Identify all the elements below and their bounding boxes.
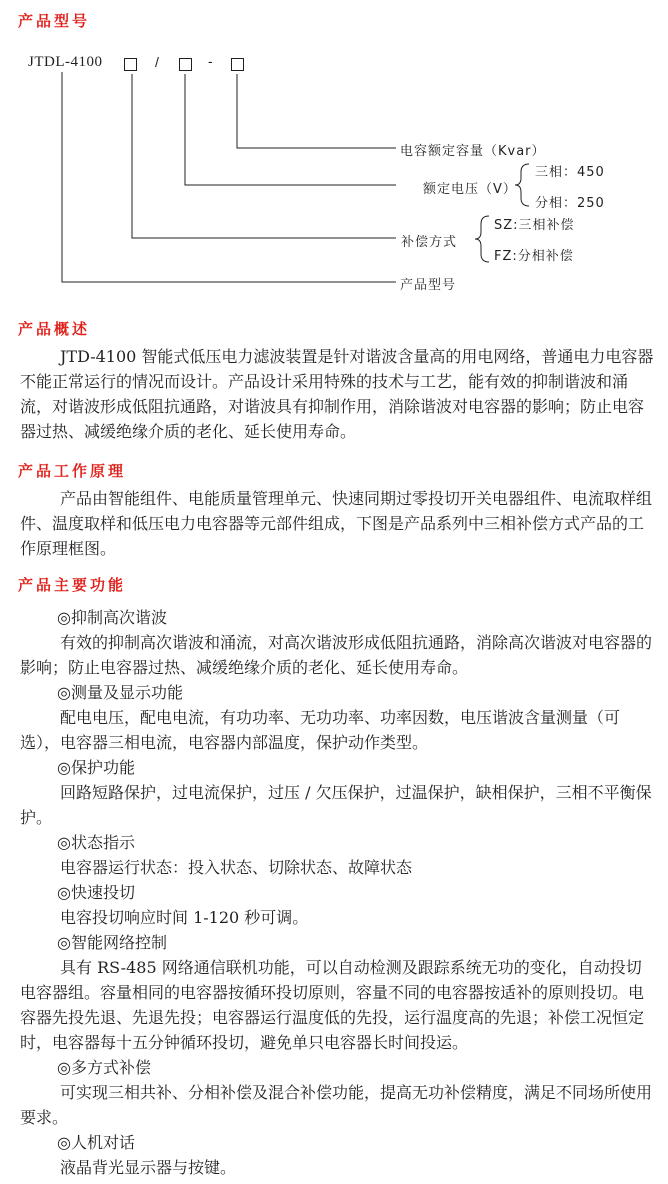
function-text-measure: 配电电压，配电电流，有功功率、无功功率、功率因数，电压谐波含量测量（可选），电容器三相电流，电容器内部温度，保护动作类型。 bbox=[20, 708, 621, 752]
function-text-status: 电容器运行状态：投入状态、切除状态、故障状态 bbox=[60, 858, 413, 877]
capacity-label: 电容额定容量（Kvar） bbox=[400, 144, 546, 159]
voltage-three-phase: 三相：450 bbox=[535, 165, 605, 180]
function-text-protection: 回路短路保护，过电流保护，过压 / 欠压保护，过温保护，缺相保护，三相不平衡保护。 bbox=[20, 783, 652, 827]
type-line bbox=[62, 72, 396, 282]
principle-paragraph: 产品由智能组件、电能质量管理单元、快速同期过零投切开关电器组件、电流取样组件、温度取样和低压电力电容器等元部件组成，下图是产品系列中三相补偿方式产品的工作原理框图。 bbox=[20, 489, 653, 558]
overview-paragraph: JTD-4100 智能式低压电力滤波装置是针对谐波含量高的用电网络，普通电力电容器不能正常运行的情况而设计。产品设计采用特殊的技术与工艺，能有效的抑制谐波和涌流，对谐波形成低阻抗通路，对谐波具有抑制作用，消除谐波对电容器的影响；防止电容器过热、减缓绝缘介质的老化、延长使用寿命。 bbox=[20, 347, 654, 441]
function-text-switching: 电容投切响应时间 1-120 秒可调。 bbox=[60, 908, 309, 927]
function-title-switching: ◎快速投切 bbox=[57, 883, 135, 902]
comp-label: 补偿方式 bbox=[401, 235, 458, 250]
comp-line bbox=[132, 74, 396, 238]
comp-fz: FZ:分相补偿 bbox=[494, 249, 574, 264]
function-text-harmonic: 有效的抑制高次谐波和涌流，对高次谐波形成低阻抗通路，消除高次谐波对电容器的影响；防止电容器过热、减缓绝缘介质的老化、延长使用寿命。 bbox=[20, 633, 653, 677]
function-title-hmi: ◎人机对话 bbox=[57, 1133, 135, 1152]
function-title-harmonic: ◎抑制高次谐波 bbox=[57, 608, 167, 627]
voltage-line bbox=[185, 74, 396, 185]
overview-heading: 产品概述 bbox=[18, 320, 91, 338]
comp-sz: SZ:三相补偿 bbox=[494, 218, 575, 233]
model-heading: 产品型号 bbox=[18, 12, 91, 30]
voltage-split-phase: 分相：250 bbox=[535, 196, 605, 211]
voltage-brace bbox=[515, 164, 529, 206]
function-text-network: 具有 RS-485 网络通信联机功能，可以自动检测及跟踪系统无功的变化，自动投切电容器组。容量相同的电容器按循环投切原则，容量不同的电容器按适补的原则投切。电容器先投先退、先退先投；电容器运行温度低的先投，运行温度高的先退；补偿工况恒定时，电容器每十五分钟循环投切，避免单只电容器长时间投运。 bbox=[20, 958, 645, 1052]
model-dash: - bbox=[208, 53, 213, 69]
function-title-network: ◎智能网络控制 bbox=[57, 933, 167, 952]
function-text-multi: 可实现三相共补、分相补偿及混合补偿功能，提高无功补偿精度，满足不同场所使用要求。 bbox=[20, 1083, 653, 1127]
function-title-status: ◎状态指示 bbox=[57, 833, 135, 852]
function-text-hmi: 液晶背光显示器与按键。 bbox=[60, 1158, 237, 1177]
principle-heading: 产品工作原理 bbox=[18, 462, 127, 480]
comp-brace bbox=[475, 216, 489, 262]
model-prefix: JTDL-4100 bbox=[28, 54, 103, 70]
functions-heading: 产品主要功能 bbox=[18, 576, 127, 594]
capacity-line bbox=[237, 74, 396, 148]
function-title-protection: ◎保护功能 bbox=[57, 758, 135, 777]
function-title-multi: ◎多方式补偿 bbox=[57, 1058, 151, 1077]
function-title-measure: ◎测量及显示功能 bbox=[57, 683, 183, 702]
model-slash: / bbox=[155, 54, 159, 70]
voltage-label: 额定电压（V） bbox=[423, 182, 517, 197]
type-label: 产品型号 bbox=[400, 278, 457, 293]
